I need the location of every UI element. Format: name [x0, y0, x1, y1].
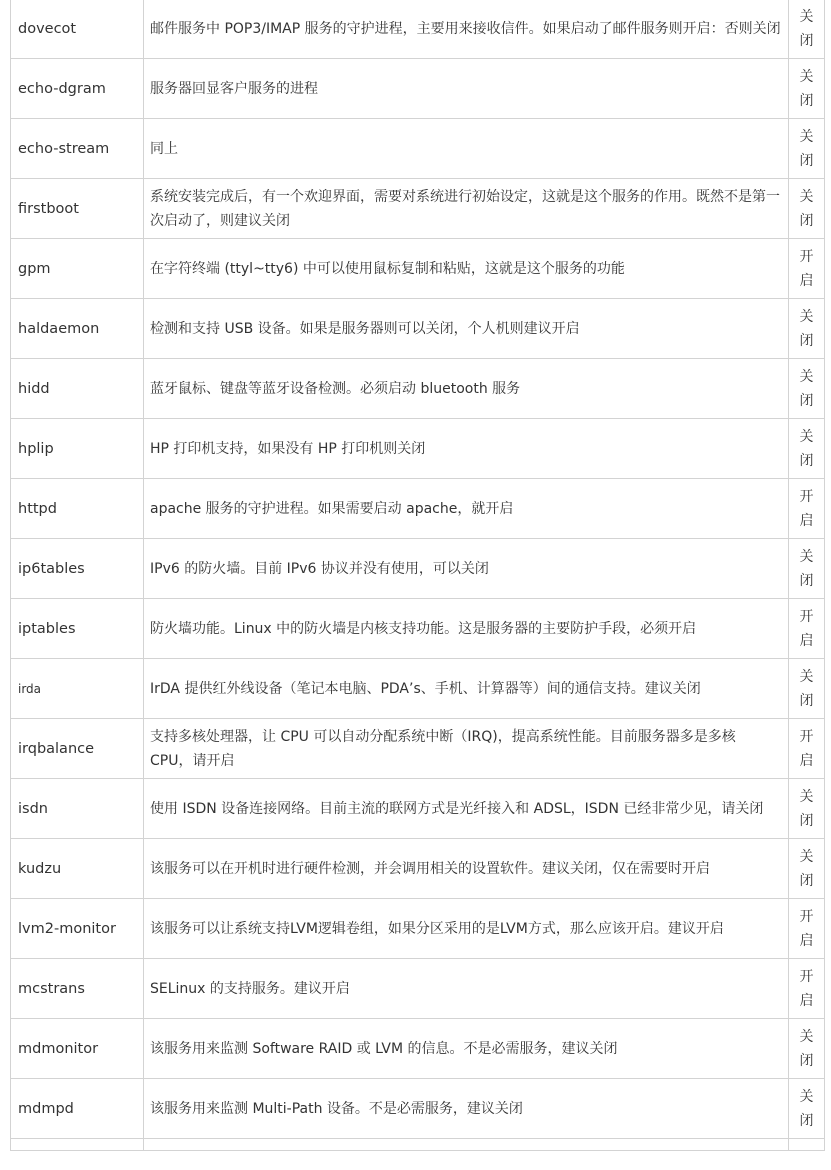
service-description-cell: HP 打印机支持，如果没有 HP 打印机则关闭 — [144, 419, 789, 479]
service-name-cell: lvm2-monitor — [11, 899, 144, 959]
table-row — [11, 1019, 825, 1079]
service-status-cell — [789, 539, 825, 599]
service-name-cell: irqbalance — [11, 719, 144, 779]
service-status-cell — [789, 479, 825, 539]
service-status-text: 开启 — [799, 728, 814, 769]
table-row — [11, 959, 825, 1019]
table-row — [11, 0, 825, 59]
service-name-cell: haldaemon — [11, 299, 144, 359]
service-status-cell — [789, 839, 825, 899]
service-description-cell: IPv6 的防火墙。目前 IPv6 协议并没有使用，可以关闭 — [144, 539, 789, 599]
service-name-cell: ip6tables — [11, 539, 144, 599]
table-row — [11, 299, 825, 359]
table-row — [11, 779, 825, 839]
service-status-text: 开启 — [799, 248, 814, 289]
service-status-cell — [789, 359, 825, 419]
services-table-body — [11, 0, 825, 1151]
service-name-cell: dovecot — [11, 0, 144, 59]
service-status-cell — [789, 779, 825, 839]
service-name-cell: iptables — [11, 599, 144, 659]
table-row — [11, 839, 825, 899]
service-status-cell — [789, 1079, 825, 1139]
service-status-cell — [789, 599, 825, 659]
service-description-cell: 使用 ISDN 设备连接网络。目前主流的联网方式是光纤接入和 ADSL，ISDN 已经非常少见，请关闭 — [144, 779, 789, 839]
service-description-cell: 服务器回显客户服务的进程 — [144, 59, 789, 119]
service-name-cell: mdmpd — [11, 1079, 144, 1139]
service-name-cell: kudzu — [11, 839, 144, 899]
table-row — [11, 479, 825, 539]
service-status-cell — [789, 719, 825, 779]
service-description-cell: 该服务用来监测 Multi-Path 设备。不是必需服务，建议关闭 — [144, 1079, 789, 1139]
service-description-cell: 同上 — [144, 119, 789, 179]
service-status-text: 关闭 — [799, 308, 814, 349]
table-row — [11, 119, 825, 179]
table-row — [11, 599, 825, 659]
service-name-cell: echo-stream — [11, 119, 144, 179]
service-status-cell — [789, 959, 825, 1019]
service-description-cell: 蓝牙鼠标、键盘等蓝牙设备检测。必须启动 bluetooth 服务 — [144, 359, 789, 419]
service-status-cell — [789, 1019, 825, 1079]
service-status-text: 关闭 — [799, 188, 814, 229]
service-description-cell: apache 服务的守护进程。如果需要启动 apache，就开启 — [144, 479, 789, 539]
service-description-cell: 该服务可以在开机时进行硬件检测，并会调用相关的设置软件。建议关闭，仅在需要时开启 — [144, 839, 789, 899]
service-status-cell — [789, 899, 825, 959]
service-name-cell: hplip — [11, 419, 144, 479]
service-status-cell — [789, 59, 825, 119]
table-row — [11, 899, 825, 959]
table-row — [11, 659, 825, 719]
service-status-text: 关闭 — [799, 668, 814, 709]
service-name-cell: mdmonitor — [11, 1019, 144, 1079]
service-status-cell — [789, 0, 825, 59]
service-status-text: 开启 — [799, 488, 814, 529]
service-name-cell: gpm — [11, 239, 144, 299]
service-status-text: 关闭 — [799, 788, 814, 829]
service-description-cell: IrDA 提供红外线设备（笔记本电脑、PDA’s、手机、计算器等）间的通信支持。建议关闭 — [144, 659, 789, 719]
service-description-cell: 在字符终端 (ttyl~tty6) 中可以使用鼠标复制和粘贴，这就是这个服务的功能 — [144, 239, 789, 299]
table-row — [11, 239, 825, 299]
service-status-text: 关闭 — [799, 68, 814, 109]
service-status-text: 开启 — [799, 608, 814, 649]
service-status-text: 开启 — [799, 968, 814, 1009]
table-row — [11, 419, 825, 479]
service-status-text: 关闭 — [799, 1088, 814, 1129]
service-status-text: 关闭 — [799, 848, 814, 889]
service-status-cell — [789, 239, 825, 299]
service-status-cell — [789, 299, 825, 359]
table-row — [11, 179, 825, 239]
table-row — [11, 359, 825, 419]
service-status-text: 关闭 — [799, 8, 814, 49]
service-description-cell: 系统安装完成后，有一个欢迎界面，需要对系统进行初始设定，这就是这个服务的作用。既然不是第一次启动了，则建议关闭 — [144, 179, 789, 239]
service-status-text: 关闭 — [799, 548, 814, 589]
table-row — [11, 59, 825, 119]
service-status-cell — [789, 119, 825, 179]
table-row-partial — [11, 1139, 825, 1151]
service-name-cell: irda — [11, 659, 144, 719]
service-status-text: 关闭 — [799, 428, 814, 469]
service-description-cell: 该服务用来监测 Software RAID 或 LVM 的信息。不是必需服务，建议关闭 — [144, 1019, 789, 1079]
service-description-cell: 防火墙功能。Linux 中的防火墙是内核支持功能。这是服务器的主要防护手段，必须开启 — [144, 599, 789, 659]
service-status-text: 关闭 — [799, 1028, 814, 1069]
table-row — [11, 539, 825, 599]
service-status-text: 开启 — [799, 908, 814, 949]
services-table — [10, 0, 825, 1151]
service-status-text: 关闭 — [799, 368, 814, 409]
service-name-cell: mcstrans — [11, 959, 144, 1019]
service-description-cell: 邮件服务中 POP3/IMAP 服务的守护进程，主要用来接收信件。如果启动了邮件服务则开启：否则关闭 — [144, 0, 789, 59]
service-name-cell: isdn — [11, 779, 144, 839]
service-name-cell: httpd — [11, 479, 144, 539]
service-name-cell: echo-dgram — [11, 59, 144, 119]
service-status-cell — [789, 419, 825, 479]
service-status-text: 关闭 — [799, 128, 814, 169]
service-description-cell: 该服务可以让系统支持LVM逻辑卷组，如果分区采用的是LVM方式，那么应该开启。建议开启 — [144, 899, 789, 959]
service-name-cell: firstboot — [11, 179, 144, 239]
table-row — [11, 1079, 825, 1139]
service-description-cell: 检测和支持 USB 设备。如果是服务器则可以关闭，个人机则建议开启 — [144, 299, 789, 359]
service-description-cell: SELinux 的支持服务。建议开启 — [144, 959, 789, 1019]
service-status-cell — [789, 179, 825, 239]
table-row — [11, 719, 825, 779]
service-name-cell: hidd — [11, 359, 144, 419]
service-status-cell — [789, 659, 825, 719]
service-description-cell: 支持多核处理器，让 CPU 可以自动分配系统中断（IRQ)，提高系统性能。目前服务器多是多核 CPU，请开启 — [144, 719, 789, 779]
